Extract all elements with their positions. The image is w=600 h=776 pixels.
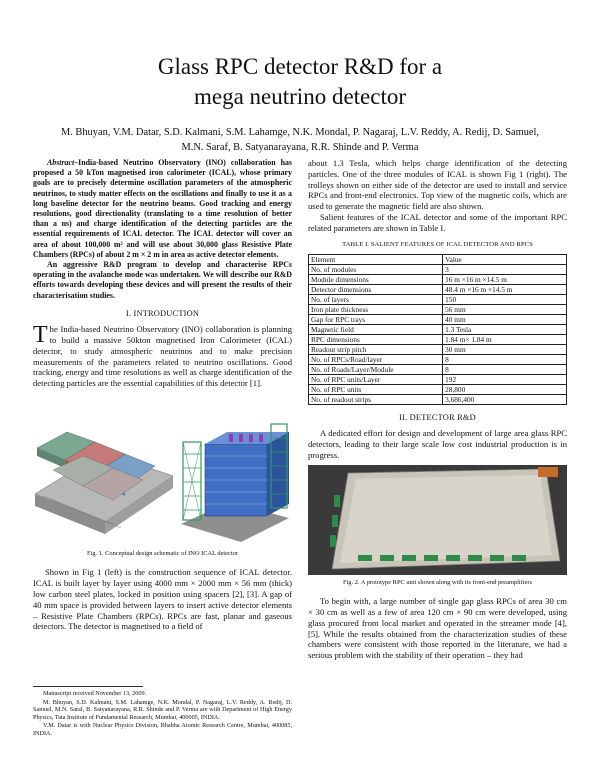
table-cell-element: Readout strip pitch — [309, 344, 443, 354]
table-cell-element: Module dimensions — [309, 274, 443, 284]
intro-paragraph — [33, 324, 292, 389]
table-cell-element: Iron plate thickness — [309, 304, 443, 314]
table-row — [309, 384, 567, 394]
table-cell-value: 48.4 m ×16 m ×14.5 m — [443, 284, 567, 294]
footnotes — [33, 686, 292, 739]
table-cell-element: Detector dimensions — [309, 284, 443, 294]
abstract-label: Abstract — [47, 158, 75, 167]
abstract-text-1: –India-based Neutrino Observatory (INO) collaboration has proposed a 50 kTon magnetised iron calorimeter (ICAL), whose primary goals are to precisely determine oscillation parameters of the atmospheric neutrinos, to study matter effects on the oscillations and finally to use it as a long baseline detector for the neutrino beams. Good tracking and energy resolutions, good directionality (translating to a time resolution of better than a ns) and charge identification of the detecting particles are the essential requirements of ICAL detector. The ICAL detector will cover an area of about 100,000 m² and will use about 30,000 glass Resistive Plate Chambers (RPCs) of about 2 m × 2 m in area as active detector elements. — [33, 158, 292, 259]
ical-schematic-image — [33, 394, 292, 546]
table-cell-element: No. of RPC units/Layer — [309, 374, 443, 384]
table-cell-element: No. of RPCs/Road/layer — [309, 354, 443, 364]
table-header-row — [309, 254, 567, 264]
table-cell-value: 3,686,400 — [443, 394, 567, 404]
table-cell-value: 8 — [443, 354, 567, 364]
right-paragraph-4: To begin with, a large number of single gap glass RPCs of area 30 cm × 30 cm as well as a few of area 120 cm × 90 cm were developed, using glass procured from local market and operated in the streamer mode [4], [5]. While the results obtained from the characterization studies of these chambers were consistent with those reported in the literature, we had a serious problem with the stability of their operation – they had — [308, 596, 567, 661]
table-header-cell: Value — [443, 254, 567, 264]
figure-2-caption: Fig. 2. A prototype RPC unit shown along with its front-end preamplifiers — [342, 578, 533, 586]
table-row — [309, 354, 567, 364]
table-cell-element: No. of modules — [309, 264, 443, 274]
abstract-text-2: An aggressive R&D program to develop and characterise RPCs operating in the avalanche mode was undertaken. We will describe our R&D efforts towards developing these devices and will present the results of their characterisation studies. — [33, 260, 292, 300]
table-cell-value: 192 — [443, 374, 567, 384]
table-row — [309, 344, 567, 354]
table-cell-element: Gap for RPC trays — [309, 314, 443, 324]
ical-module-drawing — [181, 424, 289, 542]
table-row — [309, 334, 567, 344]
figure-2 — [308, 465, 567, 575]
left-column — [33, 158, 292, 632]
table-1-title: TABLE I. SALIENT FEATURES OF ICAL DETECTOR AND RPCS — [342, 240, 533, 248]
author-list — [30, 125, 570, 155]
left-paragraph-2: Shown in Fig 1 (left) is the construction sequence of ICAL detector. ICAL is built layer by layer using 4000 mm × 2000 mm × 56 mm (thick) low carbon steel plates, locked in position using spacers [2], [3]. A gap of 40 mm space is provided between layers to insert active detector elements – Resistive Plate Chambers (RPCs). RPCs are fast, planar and gaseous detectors. The detector is magnetised to a field of — [33, 567, 292, 632]
table-1 — [308, 254, 567, 405]
right-paragraph-2: Salient features of the ICAL detector and some of the important RPC related parameters are shown in Table I. — [308, 211, 567, 233]
rpc-prototype-image — [308, 465, 567, 575]
table-cell-element: No. of layers — [309, 294, 443, 304]
table-row — [309, 274, 567, 284]
table-cell-value: 28,800 — [443, 384, 567, 394]
table-cell-element: No. of Roads/Layer/Module — [309, 364, 443, 374]
table-row — [309, 264, 567, 274]
abstract — [33, 158, 292, 260]
table-cell-element: No. of RPC units — [309, 384, 443, 394]
paper-title — [0, 52, 600, 112]
figure-1 — [33, 394, 292, 546]
table-row — [309, 304, 567, 314]
table-row — [309, 394, 567, 404]
table-cell-value: 30 mm — [443, 344, 567, 354]
table-row — [309, 364, 567, 374]
intro-text: he India-based Neutrino Observatory (INO) collaboration is planning to build a massive 50kton magnetised Iron Calorimeter (ICAL) detector, to study atmospheric neutrinos and to make precision measurements of the parameters related to neutrino oscillations. Good tracking, energy and time resolutions as well as charge identification of the detecting particles are the essential capabilities of this detector [1]. — [33, 324, 292, 389]
right-paragraph-1: about 1.3 Tesla, which helps charge identification of the detecting particles. One of the three modules of ICAL is shown Fig 1 (right). The trolleys shown on either side of the detector are used to install and service RPCs and front-end electronics. Top view of the magnetic coils, which are used to generate the magnetic field are also shown. — [308, 158, 567, 212]
table-cell-value: 8 — [443, 364, 567, 374]
table-cell-element: RPC dimensions — [309, 334, 443, 344]
footnote-rule — [33, 686, 143, 687]
table-row — [309, 284, 567, 294]
footnote-1: Manuscript received November 13, 2009. — [43, 690, 147, 697]
footnote-2: M. Bhuyan, S.D. Kalmani, S.M. Lahamge, N.K. Mondal, P. Nagaraj, L.V. Reddy, A. Redij, D. Samuel, M.N. Saraf, B. Satyanarayana, R.R. Shinde and P. Verma are with Department of High Energy Physics, Tata Institute of Fundamental Research, Mumbai, 400005, INDIA. — [33, 698, 292, 721]
table-cell-value: 3 — [443, 264, 567, 274]
title-line-1: Glass RPC detector R&D for a — [157, 54, 443, 79]
footnote-3: V.M. Datar is with Nuclear Physics Division, Bhabha Atomic Research Centre, Mumbai, 400085, INDIA. — [33, 722, 292, 737]
table-cell-value: 1.84 m× 1.84 m — [443, 334, 567, 344]
title-line-2: mega neutrino detector — [193, 84, 407, 109]
table-row — [309, 294, 567, 304]
table-cell-value: 16 m ×16 m ×14.5 m — [443, 274, 567, 284]
iron-plates-drawing — [35, 432, 173, 534]
table-row — [309, 324, 567, 334]
table-cell-element: Magnetic field — [309, 324, 443, 334]
table-cell-value: 1.3 Tesla — [443, 324, 567, 334]
authors-line-1: M. Bhuyan, V.M. Datar, S.D. Kalmani, S.M. Lahamge, N.K. Mondal, P. Nagaraj, L.V. Reddy, A. Redij, D. Samuel, — [61, 127, 539, 138]
table-cell-element: No. of readout strips — [309, 394, 443, 404]
table-row — [309, 314, 567, 324]
table-header-cell: Element — [309, 254, 443, 264]
table-cell-value: 40 mm — [443, 314, 567, 324]
section-heading-introduction: I. INTRODUCTION — [125, 308, 200, 318]
figure-1-caption: Fig. 1. Conceptual design schematic of INO ICAL detector — [87, 550, 238, 558]
drop-cap: T — [33, 322, 48, 349]
section-heading-detector-rd: II. DETECTOR R&D — [399, 412, 476, 422]
table-cell-value: 56 mm — [443, 304, 567, 314]
authors-line-2: M.N. Saraf, B. Satyanarayana, R.R. Shinde and P. Verma — [181, 142, 419, 153]
table-cell-value: 150 — [443, 294, 567, 304]
right-paragraph-3: A dedicated effort for design and development of large area glass RPC detectors, leading to their large scale low cost industrial production is in progress. — [308, 428, 567, 460]
right-column — [308, 158, 567, 661]
table-row — [309, 374, 567, 384]
